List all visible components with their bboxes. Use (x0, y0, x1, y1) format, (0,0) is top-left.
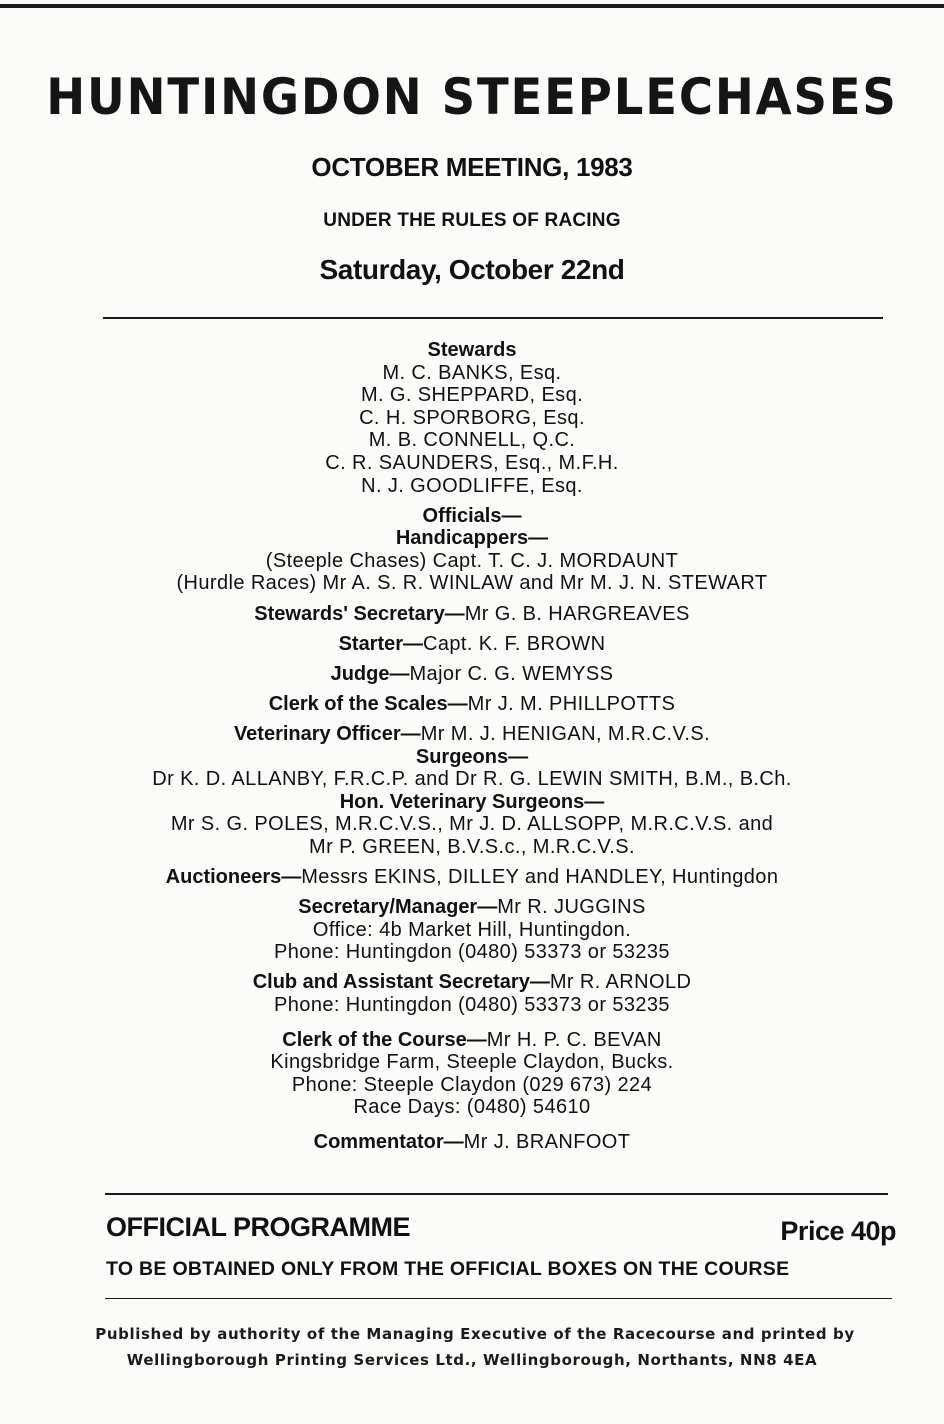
steward-name: M. C. BANKS, Esq. (382, 361, 562, 384)
steward-name: M. G. SHEPPARD, Esq. (360, 384, 584, 407)
stewards-secretary-line: Stewards' Secretary—Mr G. B. HARGREAVES (254, 602, 690, 625)
handicapper-line: (Hurdle Races) Mr A. S. R. WINLAW and Mr M. J. N. STEWART (176, 572, 768, 595)
official-programme-title: OFFICIAL PROGRAMME (106, 1212, 410, 1242)
secretary-office-line: Office: 4b Market Hill, Huntingdon. (312, 918, 632, 941)
commentator-line: Commentator—Mr J. BRANFOOT (313, 1130, 631, 1153)
hon-vet-surgeons-label: Hon. Veterinary Surgeons— (339, 790, 605, 813)
surgeons-line: Dr K. D. ALLANBY, F.R.C.P. and Dr R. G. LEWIN SMITH, B.M., B.Ch. (152, 768, 792, 791)
price-label: Price 40p (780, 1216, 896, 1246)
publisher-line-1: Published by authority of the Managing Executive of the Racecourse and printed by (95, 1325, 855, 1343)
header-divider (103, 317, 883, 319)
clerk-of-scales-line: Clerk of the Scales—Mr J. M. PHILLPOTTS (268, 692, 676, 715)
footer-divider (105, 1193, 888, 1195)
obtain-notice: TO BE OBTAINED ONLY FROM THE OFFICIAL BOXES ON THE COURSE (106, 1258, 790, 1280)
handicapper-line: (Steeple Chases) Capt. T. C. J. MORDAUNT (265, 549, 679, 572)
secretary-phone-line: Phone: Huntingdon (0480) 53373 or 53235 (274, 941, 670, 964)
veterinary-officer-line: Veterinary Officer—Mr M. J. HENIGAN, M.R.C.V.S. (233, 722, 711, 745)
club-secretary-phone-line: Phone: Huntingdon (0480) 53373 or 53235 (274, 993, 670, 1016)
judge-line: Judge—Major C. G. WEMYSS (330, 662, 614, 685)
officials-heading: Officials— (422, 504, 522, 527)
handicappers-label: Handicappers— (395, 527, 549, 550)
club-secretary-line: Club and Assistant Secretary—Mr R. ARNOLD (252, 971, 692, 994)
hon-vet-surgeons-line: Mr P. GREEN, B.V.S.c., M.R.C.V.S. (309, 835, 635, 858)
main-title: HUNTINGDON STEEPLECHASES (46, 68, 898, 126)
clerk-address-line: Kingsbridge Farm, Steeple Claydon, Bucks. (270, 1051, 674, 1074)
stewards-heading: Stewards (427, 339, 517, 361)
meeting-title: OCTOBER MEETING, 1983 (311, 152, 633, 182)
steward-name: M. B. CONNELL, Q.C. (368, 429, 576, 452)
starter-line: Starter—Capt. K. F. BROWN (338, 632, 606, 655)
publisher-divider (105, 1298, 892, 1299)
clerk-race-days-line: Race Days: (0480) 54610 (353, 1096, 591, 1119)
officials-section (0, 339, 944, 1154)
steward-name: C. R. SAUNDERS, Esq., M.F.H. (325, 451, 619, 474)
steward-name: N. J. GOODLIFFE, Esq. (361, 474, 583, 497)
publisher-line-2: Wellingborough Printing Services Ltd., Wellingborough, Northants, NN8 4EA (126, 1351, 818, 1369)
rules-subtitle: UNDER THE RULES OF RACING (323, 210, 621, 231)
clerk-of-course-line: Clerk of the Course—Mr H. P. C. BEVAN (282, 1028, 662, 1051)
page-top-edge (0, 4, 944, 8)
meeting-date: Saturday, October 22nd (319, 254, 625, 285)
steward-name: C. H. SPORBORG, Esq. (359, 406, 585, 429)
surgeons-label: Surgeons— (415, 745, 529, 768)
clerk-phone-line: Phone: Steeple Claydon (029 673) 224 (291, 1073, 653, 1096)
auctioneers-line: Auctioneers—Messrs EKINS, DILLEY and HANDLEY, Huntingdon (165, 865, 779, 888)
hon-vet-surgeons-line: Mr S. G. POLES, M.R.C.V.S., Mr J. D. ALLSOPP, M.R.C.V.S. and (170, 813, 774, 836)
secretary-manager-line: Secretary/Manager—Mr R. JUGGINS (298, 896, 646, 919)
